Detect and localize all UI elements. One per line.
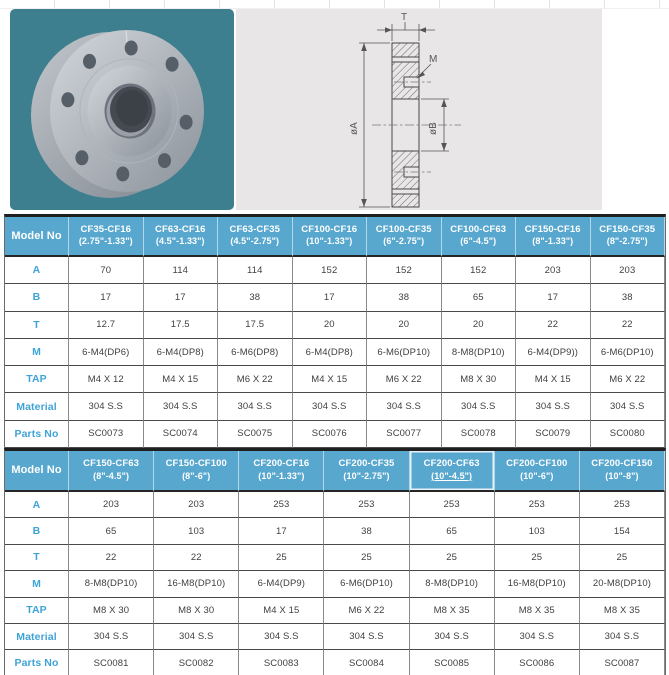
spec-value: 65	[442, 284, 517, 311]
model-size: (4.5"-2.75")	[230, 236, 280, 247]
spec-value: 8-M8(DP10)	[410, 571, 495, 597]
spec-value: M8 X 30	[154, 598, 239, 624]
model-size: (8"-1.33")	[532, 236, 574, 247]
spec-value: 304 S.S	[154, 624, 239, 650]
model-header	[442, 217, 517, 257]
spec-value: M8 X 35	[495, 598, 580, 624]
spec-value: 17	[293, 284, 368, 311]
flange-photo	[10, 9, 234, 210]
spec-value: 304 S.S	[69, 624, 154, 650]
spec-value: 12.7	[69, 312, 144, 339]
spec-value: 114	[144, 257, 219, 284]
spec-value: M4 X 15	[516, 366, 591, 393]
spec-value: 6-M4(DP9)	[239, 571, 324, 597]
model-name: CF200-CF35	[338, 458, 395, 470]
spec-value: 152	[442, 257, 517, 284]
spec-value: 8-M8(DP10)	[69, 571, 154, 597]
spec-value: 154	[580, 518, 665, 544]
spec-value: M4 X 12	[69, 366, 144, 393]
spec-value: 114	[218, 257, 293, 284]
model-size: (8"-6")	[182, 470, 211, 481]
model-header	[324, 451, 409, 492]
model-size: (8"-2.75")	[606, 236, 648, 247]
spec-value: 25	[324, 545, 409, 571]
spec-value: SC0081	[69, 650, 154, 675]
spec-value: 16-M8(DP10)	[495, 571, 580, 597]
model-name: CF150-CF100	[165, 458, 227, 470]
model-size: (10"-1.33")	[306, 236, 353, 247]
model-name: CF63-CF16	[154, 223, 206, 235]
model-name: CF150-CF16	[524, 223, 581, 235]
spec-value: 6-M6(DP10)	[367, 339, 442, 366]
model-size: (10"-6")	[520, 470, 554, 481]
spec-value: M6 X 22	[367, 366, 442, 393]
model-size: (10"-8")	[605, 470, 639, 481]
row-label-tap: TAP	[5, 598, 69, 624]
spec-value: 6-M6(DP10)	[324, 571, 409, 597]
spec-value: M8 X 30	[69, 598, 154, 624]
model-header	[367, 217, 442, 257]
spec-value: 17	[239, 518, 324, 544]
model-name: CF150-CF63	[83, 458, 140, 470]
spec-value: 304 S.S	[293, 393, 368, 420]
spec-value: 38	[591, 284, 666, 311]
spec-value: 65	[69, 518, 154, 544]
spec-value: 25	[495, 545, 580, 571]
spec-value: 25	[239, 545, 324, 571]
spec-table-1	[4, 214, 666, 450]
spec-value: 17.5	[144, 312, 219, 339]
model-size: (10"-2.75")	[343, 470, 390, 481]
spec-value: 304 S.S	[367, 393, 442, 420]
model-no-header: Model No	[5, 451, 69, 492]
row-label-m: M	[5, 571, 69, 597]
dim-label-thickness: T	[401, 12, 408, 23]
model-header	[69, 451, 154, 492]
spec-value: 6-M6(DP8)	[218, 339, 293, 366]
row-label-tap: TAP	[5, 366, 69, 393]
model-header	[154, 451, 239, 492]
spec-value: 22	[591, 312, 666, 339]
spec-value: 304 S.S	[495, 624, 580, 650]
spec-value: 25	[410, 545, 495, 571]
row-label-a: A	[5, 257, 69, 284]
model-size: (6"-2.75")	[383, 236, 425, 247]
spec-value: 38	[367, 284, 442, 311]
spec-value: 203	[69, 492, 154, 518]
spec-value: 152	[293, 257, 368, 284]
model-name: CF200-CF16	[253, 458, 310, 470]
spec-value: M4 X 15	[293, 366, 368, 393]
spec-value: 304 S.S	[69, 393, 144, 420]
spec-value: SC0082	[154, 650, 239, 675]
spec-value: SC0086	[495, 650, 580, 675]
model-size: (10"-4.5")	[431, 470, 473, 481]
spec-table-2	[4, 448, 666, 675]
model-header	[144, 217, 219, 257]
spec-value: 304 S.S	[580, 624, 665, 650]
spec-value: 253	[495, 492, 580, 518]
model-name: CF63-CF35	[229, 223, 281, 235]
spec-value: 20	[442, 312, 517, 339]
model-no-header: Model No	[5, 217, 69, 257]
spec-value: SC0087	[580, 650, 665, 675]
model-name: CF100-CF35	[375, 223, 432, 235]
spec-value: 304 S.S	[516, 393, 591, 420]
row-label-t: T	[5, 545, 69, 571]
spec-value: SC0076	[293, 421, 368, 448]
spec-value: M8 X 30	[442, 366, 517, 393]
model-name: CF200-CF100	[506, 458, 568, 470]
model-header	[580, 451, 665, 492]
spec-value: 16-M8(DP10)	[154, 571, 239, 597]
spec-value: 17	[516, 284, 591, 311]
spec-value: 253	[580, 492, 665, 518]
spec-value: 38	[218, 284, 293, 311]
model-header	[239, 451, 324, 492]
spec-value: 20	[293, 312, 368, 339]
spec-value: 304 S.S	[144, 393, 219, 420]
spec-value: SC0074	[144, 421, 219, 448]
model-size: (2.75"-1.33")	[78, 236, 133, 247]
row-label-partsno: Parts No	[5, 421, 69, 448]
spec-value: M4 X 15	[239, 598, 324, 624]
spec-value: 22	[516, 312, 591, 339]
model-header	[218, 217, 293, 257]
spec-value: 203	[154, 492, 239, 518]
spec-value: 22	[154, 545, 239, 571]
row-label-t: T	[5, 312, 69, 339]
flange-body	[31, 30, 204, 198]
spec-value: 25	[580, 545, 665, 571]
spec-value: 65	[410, 518, 495, 544]
spec-value: SC0083	[239, 650, 324, 675]
spec-value: 203	[591, 257, 666, 284]
spec-value: 103	[495, 518, 580, 544]
spec-value: M6 X 22	[218, 366, 293, 393]
spec-value: 152	[367, 257, 442, 284]
spec-value: 253	[410, 492, 495, 518]
model-size: (6"-4.5")	[460, 236, 497, 247]
spec-value: 203	[516, 257, 591, 284]
spec-value: SC0073	[69, 421, 144, 448]
spec-value: 6-M4(DP6)	[69, 339, 144, 366]
spec-value: 6-M4(DP8)	[293, 339, 368, 366]
row-label-b: B	[5, 284, 69, 311]
flange-drawing	[236, 9, 602, 210]
spec-value: 304 S.S	[442, 393, 517, 420]
spec-value: 38	[324, 518, 409, 544]
spec-value: 304 S.S	[324, 624, 409, 650]
spec-value: SC0080	[591, 421, 666, 448]
spec-value: 103	[154, 518, 239, 544]
spec-value: 253	[239, 492, 324, 518]
spec-value: M4 X 15	[144, 366, 219, 393]
spec-value: M8 X 35	[580, 598, 665, 624]
spec-value: 6-M4(DP9))	[516, 339, 591, 366]
spec-value: 304 S.S	[591, 393, 666, 420]
spec-value: SC0084	[324, 650, 409, 675]
model-name: CF100-CF16	[301, 223, 358, 235]
spec-value: M6 X 22	[591, 366, 666, 393]
model-name: CF35-CF16	[80, 223, 132, 235]
flange-3d-render	[10, 9, 234, 210]
spreadsheet-edge-artifact	[0, 0, 669, 9]
spec-value: SC0078	[442, 421, 517, 448]
spec-value: 304 S.S	[239, 624, 324, 650]
spec-value: SC0079	[516, 421, 591, 448]
row-label-partsno: Parts No	[5, 650, 69, 675]
spec-value: 304 S.S	[410, 624, 495, 650]
model-name: CF200-CF150	[591, 458, 653, 470]
spec-value: 253	[324, 492, 409, 518]
spec-value: 17	[69, 284, 144, 311]
dim-label-bore-dia: øB	[428, 122, 439, 135]
row-label-material: Material	[5, 393, 69, 420]
model-size: (8"-4.5")	[93, 470, 130, 481]
spec-value: 6-M4(DP8)	[144, 339, 219, 366]
row-label-material: Material	[5, 624, 69, 650]
dim-label-tap: M	[429, 54, 438, 65]
model-header	[293, 217, 368, 257]
model-size: (10"-1.33")	[258, 470, 305, 481]
model-name: CF100-CF63	[450, 223, 507, 235]
row-label-b: B	[5, 518, 69, 544]
model-header	[495, 451, 580, 492]
model-name: CF150-CF35	[599, 223, 656, 235]
spec-value: 70	[69, 257, 144, 284]
spec-value: 8-M8(DP10)	[442, 339, 517, 366]
spec-value: SC0075	[218, 421, 293, 448]
flange-cross-section-drawing	[236, 9, 602, 210]
spec-value: 20	[367, 312, 442, 339]
spec-value: 17	[144, 284, 219, 311]
row-label-a: A	[5, 492, 69, 518]
spec-value: 17.5	[218, 312, 293, 339]
model-header	[516, 217, 591, 257]
spec-value: 20-M8(DP10)	[580, 571, 665, 597]
dim-label-outer-dia: øA	[349, 122, 360, 135]
spec-value: 22	[69, 545, 154, 571]
model-name: CF200-CF63	[423, 458, 480, 470]
spec-value: SC0077	[367, 421, 442, 448]
model-header	[591, 217, 666, 257]
spec-value: M8 X 35	[410, 598, 495, 624]
spec-value: 304 S.S	[218, 393, 293, 420]
spec-value: M6 X 22	[324, 598, 409, 624]
spec-value: 6-M6(DP10)	[591, 339, 666, 366]
spec-value: SC0085	[410, 650, 495, 675]
model-size: (4.5"-1.33")	[155, 236, 205, 247]
model-header	[410, 451, 495, 492]
row-label-m: M	[5, 339, 69, 366]
model-header	[69, 217, 144, 257]
